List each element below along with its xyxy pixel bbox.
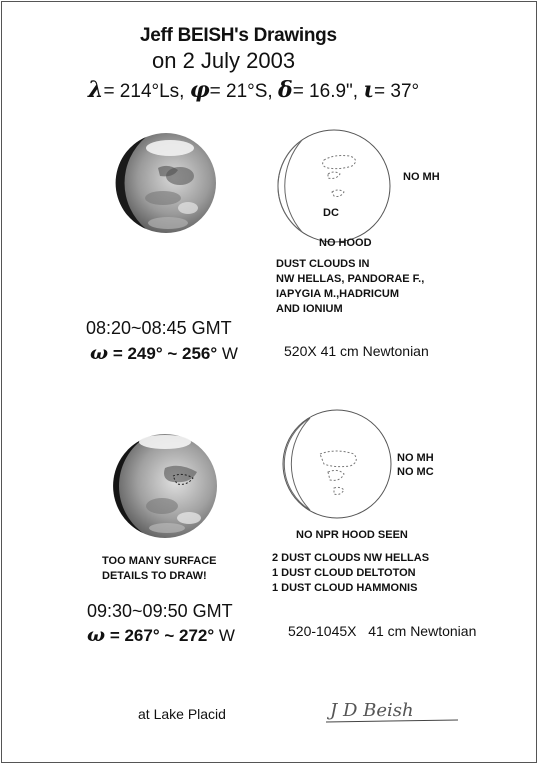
drawing-2-dust-notes <box>272 551 429 596</box>
drawing-1-time: 08:20~08:45 GMT <box>86 318 232 338</box>
omega-symbol: ω <box>90 342 109 364</box>
drawing-1-telescope: 520X 41 cm Newtonian <box>284 343 429 359</box>
drawing-2-surface-note <box>102 554 217 584</box>
delta-symbol: δ <box>278 77 293 103</box>
drawing-1-no-hood-label: NO HOOD <box>319 237 372 249</box>
signature <box>322 694 462 728</box>
mars-drawing-2-outline <box>280 406 394 522</box>
drawing-1-dc-label: DC <box>323 207 339 219</box>
dust-note-line-4: AND IONIUM <box>276 303 343 315</box>
observation-date: on 2 July 2003 <box>152 48 296 73</box>
omega-unit: W <box>221 344 238 363</box>
drawing-2-no-npr-label: NO NPR HOOD SEEN <box>296 529 408 541</box>
lambda-symbol: λ <box>88 77 104 103</box>
omega-unit: W <box>218 626 235 645</box>
telescope-magnification: 520-1045X <box>288 623 357 639</box>
omega-symbol: ω <box>87 624 106 646</box>
dust-note-line-2: 1 DUST CLOUD DELTOTON <box>272 567 416 579</box>
surface-note-line-1: TOO MANY SURFACE <box>102 555 217 567</box>
dust-note-line-2: NW HELLAS, PANDORAE F., <box>276 273 425 285</box>
dust-note-line-3: IAPYGIA M.,HADRICUM <box>276 288 400 300</box>
delta-value: = 16.9 <box>292 81 347 102</box>
page-frame <box>1 1 537 763</box>
drawing-2-no-mc-label: NO MC <box>397 466 434 478</box>
telescope-name: 41 cm Newtonian <box>368 623 477 639</box>
drawing-2-telescope <box>288 623 476 639</box>
surface-note-line-2: DETAILS TO DRAW! <box>102 570 207 582</box>
iota-value: = 37° <box>374 81 420 102</box>
observation-parameters <box>88 77 419 103</box>
drawing-1-no-mh-label: NO MH <box>403 171 440 183</box>
signature-text: J D Beish <box>330 700 414 721</box>
iota-symbol: ι <box>363 77 375 103</box>
page-title: Jeff BEISH's Drawings <box>140 25 337 46</box>
drawing-2-time: 09:30~09:50 GMT <box>87 601 233 621</box>
observation-location: at Lake Placid <box>138 706 226 722</box>
mars-drawing-2-shaded <box>107 428 219 544</box>
phi-value: = 21°S, <box>209 81 273 102</box>
mars-drawing-1-shaded <box>108 128 218 240</box>
omega-range: = 267° ~ 272° <box>109 626 215 645</box>
delta-arcsec-mark: ", <box>346 81 359 102</box>
omega-range: = 249° ~ 256° <box>112 344 218 363</box>
drawing-1-dust-notes-block <box>276 257 424 317</box>
mars-drawing-1-outline <box>272 126 396 244</box>
lambda-value: = 214°Ls, <box>103 81 185 102</box>
drawing-2-longitude <box>87 624 235 646</box>
dust-note-line-1: 2 DUST CLOUDS NW HELLAS <box>272 552 430 564</box>
phi-symbol: φ <box>189 77 210 103</box>
dust-note-line-1: DUST CLOUDS IN <box>276 258 370 270</box>
drawing-1-longitude <box>90 342 238 364</box>
drawing-2-no-mh-label: NO MH <box>397 452 434 464</box>
dust-note-line-3: 1 DUST CLOUD HAMMONIS <box>272 582 418 594</box>
